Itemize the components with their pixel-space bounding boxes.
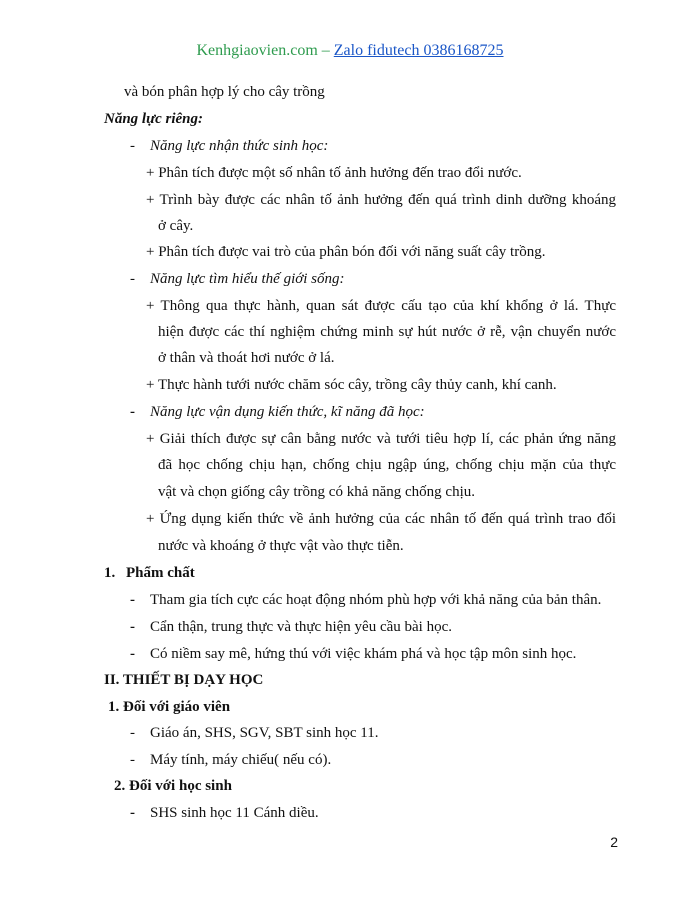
text-line: ở cây. <box>158 218 194 234</box>
text-line: + Trình bày được các nhân tố ảnh hưởng đến quá trình dinh dưỡng khoáng <box>146 192 616 208</box>
text-line: + Giải thích được sự cân bằng nước và tưới tiêu hợp lí, các phản ứng năng <box>146 431 616 447</box>
text-line: + Thực hành tưới nước chăm sóc cây, trồng cây thủy canh, khí canh. <box>146 377 557 393</box>
list-dash: - <box>130 646 135 662</box>
list-dash: - <box>130 805 135 821</box>
section-number: 1. <box>104 565 116 581</box>
section-heading-pham-chat: Phẩm chất <box>126 565 195 581</box>
text-line: Giáo án, SHS, SGV, SBT sinh học 11. <box>150 725 379 741</box>
text-line: + Ứng dụng kiến thức về ảnh hưởng của các nhân tố đến quá trình trao đổi <box>146 511 616 527</box>
text-line: vật và chọn giống cây trồng có khả năng chống chịu. <box>158 484 475 500</box>
text-line: ở thân và thoát hơi nước ở lá. <box>158 350 335 366</box>
text-line: nước và khoáng ở thực vật vào thực tiễn. <box>158 538 404 554</box>
section-heading-nang-luc-rieng: Năng lực riêng: <box>104 111 203 127</box>
text-line: Cẩn thận, trung thực và thực hiện yêu cầu bài học. <box>150 619 452 635</box>
list-dash: - <box>130 619 135 635</box>
list-dash: - <box>130 404 135 420</box>
text-line: + Phân tích được một số nhân tố ảnh hưởng đến trao đổi nước. <box>146 165 522 181</box>
subheading-nhan-thuc: Năng lực nhận thức sinh học: <box>150 138 329 154</box>
text-line: Máy tính, máy chiếu( nếu có). <box>150 752 332 768</box>
subheading-van-dung: Năng lực vận dụng kiến thức, kĩ năng đã học: <box>150 404 425 420</box>
text-line: đã học chống chịu hạn, chống chịu ngập úng, chống chịu mặn của thực <box>158 457 616 473</box>
text-line: Tham gia tích cực các hoạt động nhóm phù hợp với khả năng của bản thân. <box>150 592 602 608</box>
header-separator: – <box>317 42 334 59</box>
text-line: hiện được các thí nghiệm chứng minh sự hút nước ở rễ, vận chuyển nước <box>158 324 616 340</box>
header-zalo-link[interactable]: Zalo fidutech 0386168725 <box>333 42 504 59</box>
list-dash: - <box>130 725 135 741</box>
page-number: 2 <box>610 834 618 850</box>
subheading-tim-hieu: Năng lực tìm hiểu thế giới sống: <box>150 271 345 287</box>
page-header <box>0 40 700 62</box>
header-site-link[interactable]: Kenhgiaovien.com <box>196 42 318 59</box>
text-line: SHS sinh học 11 Cánh diều. <box>150 805 319 821</box>
text-line: + Phân tích được vai trò của phân bón đối với năng suất cây trồng. <box>146 244 546 260</box>
list-dash: - <box>130 271 135 287</box>
text-line: và bón phân hợp lý cho cây trồng <box>124 84 325 100</box>
list-dash: - <box>130 138 135 154</box>
section-heading-thiet-bi: II. THIẾT BỊ DẠY HỌC <box>104 672 264 688</box>
subsection-giao-vien: 1. Đối với giáo viên <box>108 699 231 715</box>
list-dash: - <box>130 752 135 768</box>
text-line: + Thông qua thực hành, quan sát được cấu tạo của khí khổng ở lá. Thực <box>146 298 616 314</box>
list-dash: - <box>130 592 135 608</box>
subsection-hoc-sinh: 2. Đối với học sinh <box>114 778 232 794</box>
text-line: Có niềm say mê, hứng thú với việc khám phá và học tập môn sinh học. <box>150 646 577 662</box>
